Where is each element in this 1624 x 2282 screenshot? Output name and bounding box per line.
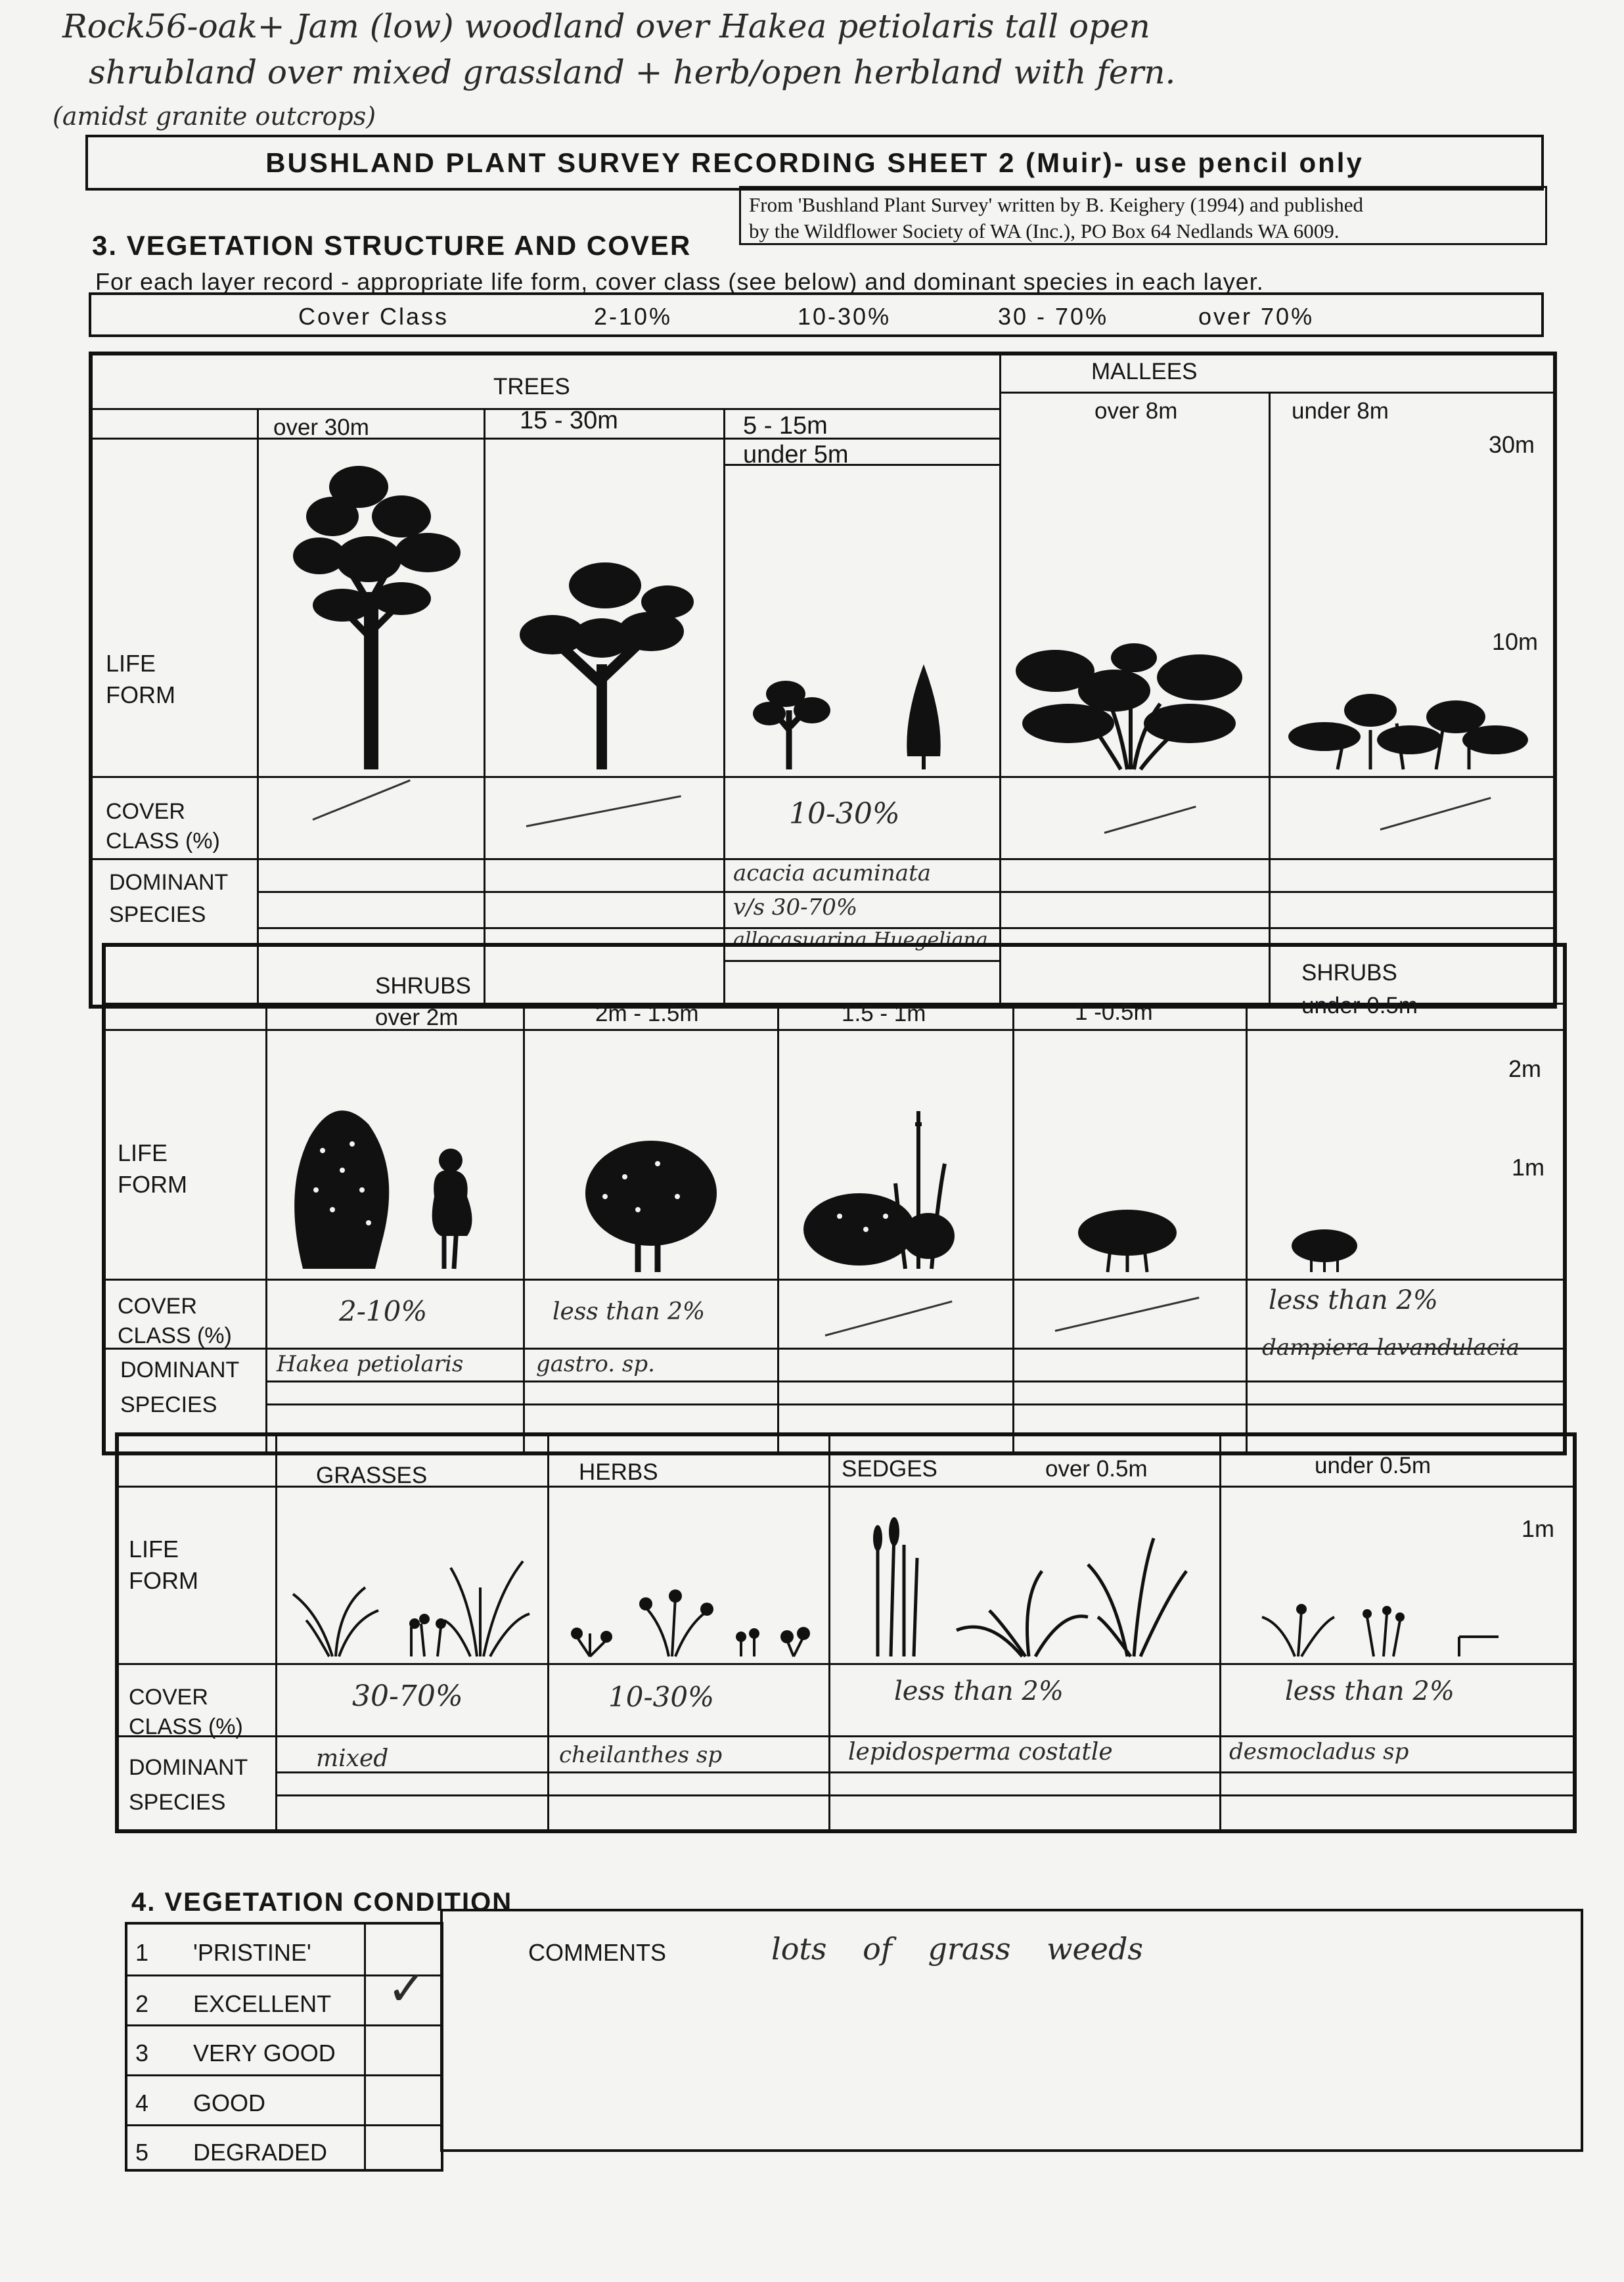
section3-title: 3. VEGETATION STRUCTURE AND COVER xyxy=(92,230,692,261)
col-grasses: GRASSES xyxy=(316,1463,428,1488)
comments-label: COMMENTS xyxy=(528,1939,666,1966)
sedges-dominant-2: desmocladus sp xyxy=(1229,1739,1409,1765)
condition-1-number: 1 xyxy=(135,1939,149,1966)
col-15-30m: 15 - 30m xyxy=(520,407,618,434)
sedges-over-0-5m-cover: less than 2% xyxy=(894,1676,1064,1706)
ground-cover-class-label: COVER CLASS (%) xyxy=(129,1685,243,1739)
shrubs-dominant-species-label: DOMINANT SPECIES xyxy=(120,1358,240,1417)
scale-1m: 1m xyxy=(1512,1154,1545,1181)
comments-entry: lots of grass weeds xyxy=(771,1931,1144,1967)
herbs-cover: 10-30% xyxy=(608,1681,714,1713)
col-2m-1-5m: 2m - 1.5m xyxy=(595,1001,699,1026)
condition-3-label: VERY GOOD xyxy=(193,2040,336,2066)
col-1-0-5m: 1 -0.5m xyxy=(1075,999,1153,1025)
grasses-dominant: mixed xyxy=(316,1745,389,1772)
small-shrub-icon xyxy=(1016,1197,1242,1275)
condition-1-label: 'PRISTINE' xyxy=(193,1939,311,1966)
trees-dominant-3: allocasuarina Huegeliana xyxy=(733,928,988,951)
handwritten-description-line3: (amidst granite outcrops) xyxy=(53,102,376,131)
herbs-dominant: cheilanthes sp xyxy=(559,1742,723,1768)
col-under-8m: under 8m xyxy=(1292,398,1389,424)
ground-life-form-label: LIFE FORM xyxy=(129,1536,198,1594)
grasses-icon xyxy=(280,1548,546,1660)
handwritten-description-line2: shrubland over mixed grassland + herb/open herbland with fern. xyxy=(89,53,1176,91)
medium-shrub-icon xyxy=(526,1124,776,1275)
grasses-cover: 30-70% xyxy=(352,1679,463,1713)
cover-class-2: 10-30% xyxy=(798,303,891,330)
trees-mallees-panel xyxy=(89,352,1557,1009)
ground-dominant-species-label: DOMINANT SPECIES xyxy=(129,1755,248,1815)
col-1-5-1m: 1.5 - 1m xyxy=(842,1001,926,1026)
handwritten-description-line1: Rock56-oak+ Jam (low) woodland over Hakea petiolaris tall open xyxy=(62,7,1150,45)
short-sedges-icon xyxy=(1223,1584,1571,1660)
scale-10m: 10m xyxy=(1492,628,1539,655)
section3-instruction: For each layer record - appropriate life form, cover class (see below) and dominant species in each layer. xyxy=(95,268,1264,295)
condition-2-label: EXCELLENT xyxy=(193,1990,332,2017)
cover-class-row-label: COVER CLASS (%) xyxy=(106,799,220,854)
ground-layer-panel xyxy=(115,1432,1577,1833)
col-over-8m: over 8m xyxy=(1094,398,1178,424)
shrubs-dominant-2: gastro. sp. xyxy=(536,1351,655,1377)
shrubs-dominant-1: Hakea petiolaris xyxy=(277,1351,464,1377)
condition-2-number: 2 xyxy=(135,1990,149,2017)
comments-box[interactable] xyxy=(440,1909,1583,2152)
cover-class-label: Cover Class xyxy=(298,303,449,330)
scale-1m-ground: 1m xyxy=(1522,1515,1555,1542)
col-sedges: SEDGES xyxy=(842,1456,937,1482)
life-form-label: LIFE FORM xyxy=(106,650,175,708)
scale-2m: 2m xyxy=(1508,1055,1542,1082)
mallees-group-header: MALLEES xyxy=(1091,359,1198,384)
tiny-shrub-icon xyxy=(1249,1216,1564,1275)
col-over-2m: over 2m xyxy=(375,1005,459,1030)
trees-5-15m-cover: 10-30% xyxy=(789,797,900,831)
cover-class-1: 2-10% xyxy=(594,303,673,330)
source-credit-line1: From 'Bushland Plant Survey' written by B. Keighery (1994) and published xyxy=(749,193,1364,216)
tall-mallee-icon xyxy=(1003,618,1265,773)
vegetation-condition-table xyxy=(125,1922,443,2172)
trees-group-header: TREES xyxy=(493,374,570,399)
tall-tree-icon xyxy=(260,441,480,773)
cover-class-4: over 70% xyxy=(1198,303,1315,330)
col-herbs: HERBS xyxy=(579,1459,658,1485)
tall-shrub-icon xyxy=(270,1091,520,1275)
shrubs-under-0-5m-cover: less than 2% xyxy=(1269,1285,1438,1315)
col-5-15m: 5 - 15m xyxy=(743,412,828,440)
small-trees-icon xyxy=(727,638,996,773)
condition-3-number: 3 xyxy=(135,2040,149,2066)
trees-dominant-2: v/s 30-70% xyxy=(733,894,858,921)
medium-tree-icon xyxy=(487,533,720,773)
dominant-species-row-label: DOMINANT SPECIES xyxy=(109,870,229,928)
source-credit xyxy=(739,186,1547,245)
source-credit-line2: by the Wildflower Society of WA (Inc.), PO Box 64 Nedlands WA 6009. xyxy=(749,219,1340,243)
shrubs-group-header-right: SHRUBS xyxy=(1301,960,1397,986)
shrubs-panel xyxy=(102,943,1567,1455)
sedges-dominant-1: lepidosperma costatle xyxy=(848,1739,1113,1766)
sedges-under-0-5m-cover: less than 2% xyxy=(1285,1676,1455,1706)
scale-30m: 30m xyxy=(1489,431,1535,458)
cover-class-bar xyxy=(89,292,1544,337)
shrubs-cover-class-label: COVER CLASS (%) xyxy=(118,1294,232,1348)
sheet-title: BUSHLAND PLANT SURVEY RECORDING SHEET 2 (Muir)- use pencil only xyxy=(85,135,1544,191)
col-sedges-over-0-5m: over 0.5m xyxy=(1045,1456,1148,1482)
col-over-30m: over 30m xyxy=(273,415,369,440)
col-under-5m: under 5m xyxy=(743,441,849,468)
section4-title: 4. VEGETATION CONDITION xyxy=(131,1888,513,1917)
low-shrub-with-reeds-icon xyxy=(780,1098,1010,1275)
condition-5-label: DEGRADED xyxy=(193,2139,328,2166)
shrubs-life-form-label: LIFE FORM xyxy=(118,1139,187,1198)
condition-5-number: 5 xyxy=(135,2139,149,2166)
shrubs-over-2m-cover: 2-10% xyxy=(339,1295,428,1327)
col-under-0-5m: under 0.5m xyxy=(1301,993,1418,1018)
short-mallee-icon xyxy=(1272,684,1554,773)
herbs-icon xyxy=(551,1578,826,1660)
col-sedges-under-0-5m: under 0.5m xyxy=(1315,1453,1432,1478)
tall-sedges-icon xyxy=(832,1512,1216,1660)
condition-4-label: GOOD xyxy=(193,2089,266,2116)
shrubs-2m-1-5m-cover: less than 2% xyxy=(553,1298,706,1325)
shrubs-dominant-3: dampiera lavandulacia xyxy=(1262,1335,1520,1361)
shrubs-group-header-left: SHRUBS xyxy=(375,973,471,999)
condition-2-checkmark[interactable]: ✓ xyxy=(387,1961,427,2016)
trees-dominant-1: acacia acuminata xyxy=(733,860,932,886)
condition-4-number: 4 xyxy=(135,2089,149,2116)
cover-class-3: 30 - 70% xyxy=(998,303,1109,330)
